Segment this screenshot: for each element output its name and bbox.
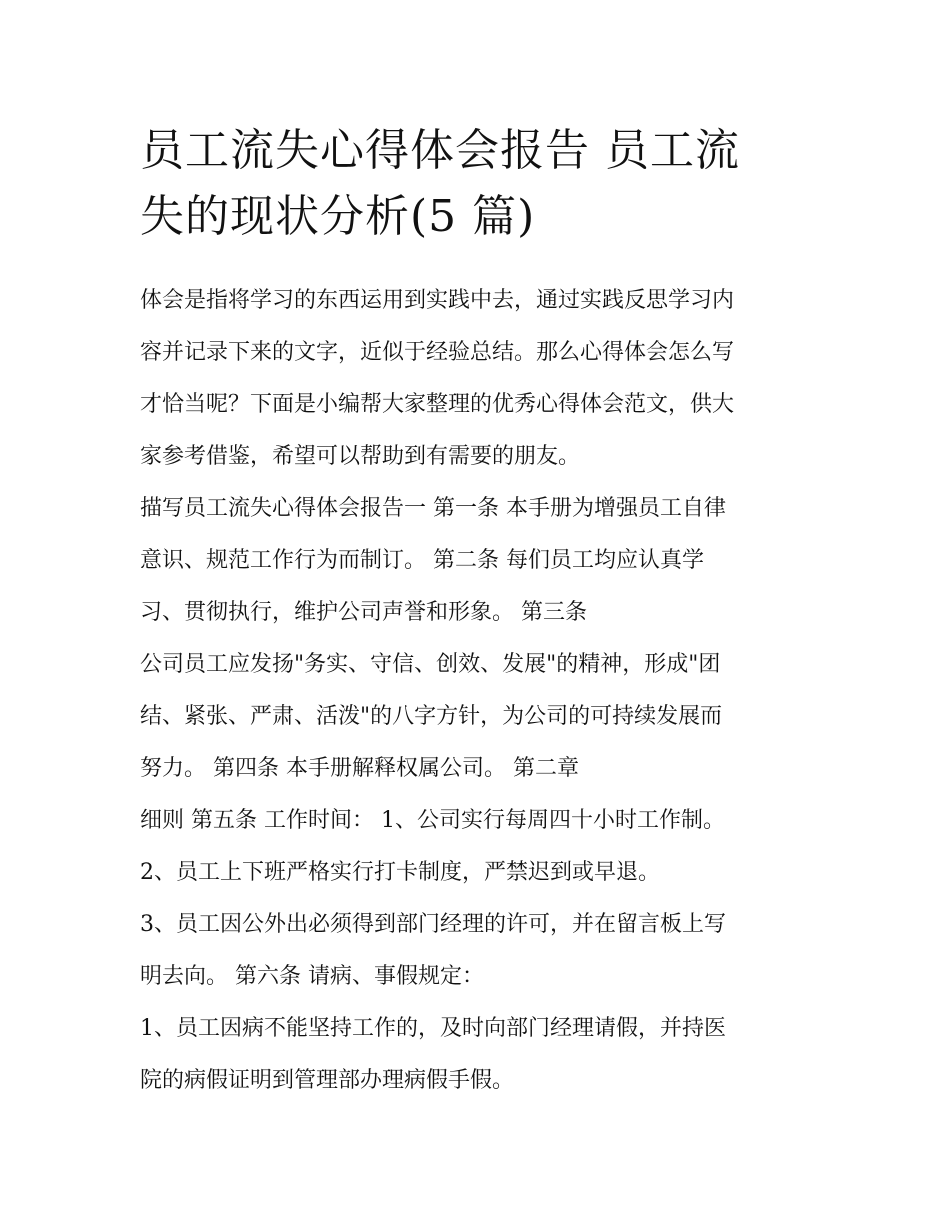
body-line: 2、员工上下班严格实行打卡制度，严禁迟到或早退。	[140, 860, 660, 885]
document-title	[140, 118, 830, 250]
body-line: 描写员工流失心得体会报告一 第一条 本手册为增强员工自律	[140, 496, 726, 521]
body-line: 努力。 第四条 本手册解释权属公司。 第二章	[140, 756, 579, 781]
body-line: 结、紧张、严肃、活泼"的八字方针，为公司的可持续发展而	[140, 704, 723, 729]
body-line: 公司员工应发扬"务实、守信、创效、发展"的精神，形成"团	[140, 652, 721, 677]
body-line: 院的病假证明到管理部办理病假手假。	[140, 1068, 515, 1093]
body-line: 容并记录下来的文字，近似于经验总结。那么心得体会怎么写	[140, 340, 735, 365]
title-line: 失的现状分析(5 篇)	[140, 191, 536, 242]
body-line: 家参考借鉴，希望可以帮助到有需要的朋友。	[140, 444, 581, 469]
body-line: 1、员工因病不能坚持工作的，及时向部门经理请假，并持医	[140, 1016, 726, 1041]
document-body	[140, 275, 830, 1107]
body-line: 3、员工因公外出必须得到部门经理的许可，并在留言板上写	[140, 912, 726, 937]
title-line: 员工流失心得体会报告 员工流	[140, 125, 740, 176]
body-line: 细则 第五条 工作时间： 1、公司实行每周四十小时工作制。	[140, 808, 725, 833]
body-line: 才恰当呢？下面是小编帮大家整理的优秀心得体会范文，供大	[140, 392, 735, 417]
body-line: 体会是指将学习的东西运用到实践中去，通过实践反思学习内	[140, 288, 735, 313]
body-line: 明去向。 第六条 请病、事假规定：	[140, 964, 484, 989]
body-line: 习、贯彻执行，维护公司声誉和形象。 第三条	[140, 600, 587, 625]
body-line: 意识、规范工作行为而制订。 第二条 每们员工均应认真学	[140, 548, 704, 573]
